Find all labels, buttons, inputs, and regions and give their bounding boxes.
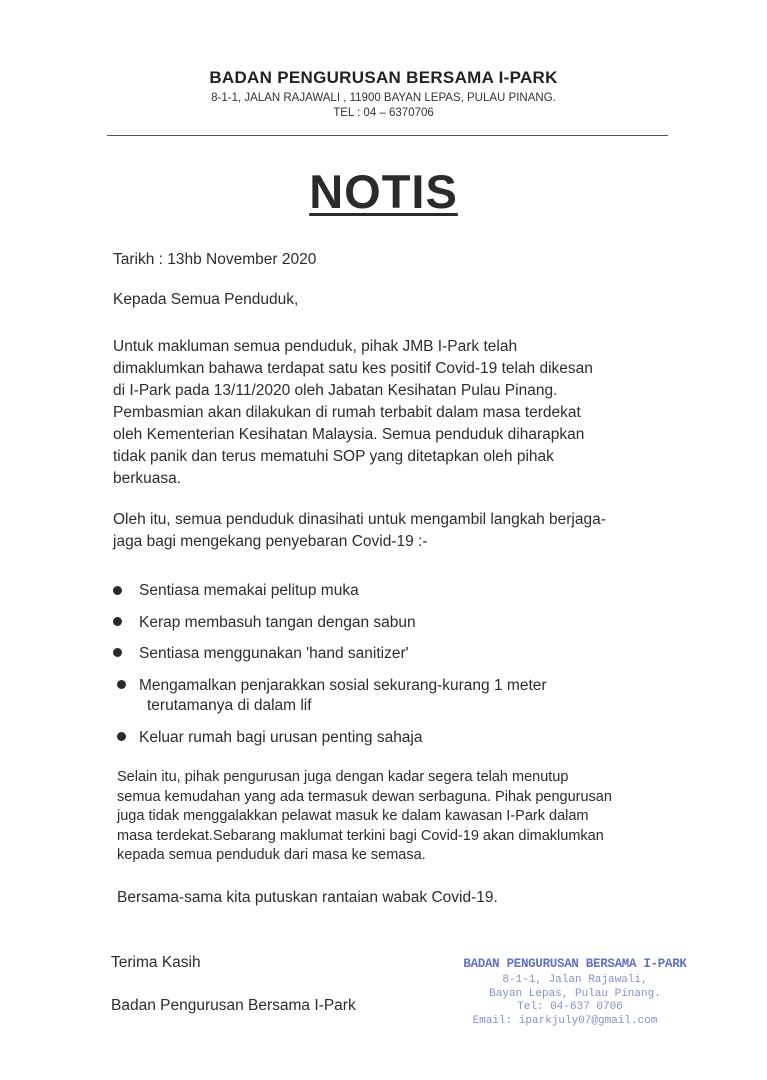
paragraph-line: di I-Park pada 13/11/2020 oleh Jabatan Kesihatan Pulau Pinang. bbox=[113, 382, 558, 399]
stamp-telephone: Tel: 04-637 0706 bbox=[517, 1001, 623, 1013]
organization-telephone: TEL : 04 – 6370706 bbox=[333, 107, 434, 119]
list-item: Mengamalkan penjarakkan sosial sekurang-kurang 1 meter bbox=[139, 677, 547, 694]
stamp-address-line: Bayan Lepas, Pulau Pinang. bbox=[489, 988, 661, 1000]
paragraph-line: semua kemudahan yang ada termasuk dewan serbaguna. Pihak pengurusan bbox=[117, 788, 612, 805]
paragraph-line: berkuasa. bbox=[113, 470, 182, 487]
bullet-dot-icon bbox=[113, 586, 122, 595]
paragraph-line: Pembasmian akan dilakukan di rumah terbabit dalam masa terdekat bbox=[113, 404, 581, 421]
paragraph-line: masa terdekat.Sebarang maklumat terkini bagi Covid-19 akan dimaklumkan bbox=[117, 827, 604, 844]
stamp-organization: BADAN PENGURUSAN BERSAMA I-PARK bbox=[463, 957, 687, 971]
organization-address: 8-1-1, JALAN RAJAWALI , 11900 BAYAN LEPAS, PULAU PINANG. bbox=[211, 92, 556, 104]
header-divider bbox=[107, 135, 668, 136]
paragraph-line: tidak panik dan terus mematuhi SOP yang ditetapkan oleh pihak bbox=[113, 448, 554, 465]
paragraph-line: kepada semua penduduk dari masa ke semasa. bbox=[117, 847, 426, 863]
paragraph-line: juga tidak menggalakkan pelawat masuk ke dalam kawasan I-Park dalam bbox=[117, 808, 589, 824]
paragraph-line: Untuk makluman semua penduduk, pihak JMB I-Park telah bbox=[113, 338, 518, 355]
notice-date: Tarikh : 13hb November 2020 bbox=[113, 251, 317, 268]
paragraph-line: dimaklumkan bahawa terdapat satu kes positif Covid-19 telah dikesan bbox=[113, 360, 593, 377]
list-item: Sentiasa memakai pelitup muka bbox=[139, 582, 359, 599]
paragraph-advice bbox=[113, 509, 606, 553]
paragraph-line: Oleh itu, semua penduduk dinasihati untuk mengambil langkah berjaga- bbox=[113, 511, 606, 528]
bullet-dot-icon bbox=[113, 648, 122, 657]
paragraph-announcement bbox=[113, 336, 593, 490]
stamp-address-line: 8-1-1, Jalan Rajawali, bbox=[502, 974, 648, 986]
greeting: Kepada Semua Penduduk, bbox=[113, 291, 299, 308]
bullet-dot-icon bbox=[117, 680, 126, 689]
stamp-email: Email: iparkjuly07@gmail.com bbox=[472, 1015, 658, 1027]
bullet-dot-icon bbox=[117, 732, 126, 741]
thanks-text: Terima Kasih bbox=[111, 954, 201, 971]
notice-title: NOTIS bbox=[309, 165, 458, 218]
bullet-dot-icon bbox=[113, 617, 122, 626]
list-item: Sentiasa menggunakan 'hand sanitizer' bbox=[139, 645, 409, 662]
paragraph-line: jaga bagi mengekang penyebaran Covid-19 :- bbox=[113, 533, 428, 550]
list-item-continuation: terutamanya di dalam lif bbox=[147, 697, 312, 714]
paragraph-line: oleh Kementerian Kesihatan Malaysia. Semua penduduk diharapkan bbox=[113, 426, 585, 443]
organization-name: BADAN PENGURUSAN BERSAMA I-PARK bbox=[209, 68, 558, 87]
paragraph-facilities bbox=[117, 768, 612, 866]
list-item: Kerap membasuh tangan dengan sabun bbox=[139, 614, 416, 631]
paragraph-line: Selain itu, pihak pengurusan juga dengan kadar segera telah menutup bbox=[117, 769, 569, 785]
signature-name: Badan Pengurusan Bersama I-Park bbox=[111, 997, 356, 1014]
closing-line: Bersama-sama kita putuskan rantaian wabak Covid-19. bbox=[117, 889, 498, 906]
list-item: Keluar rumah bagi urusan penting sahaja bbox=[139, 729, 423, 746]
